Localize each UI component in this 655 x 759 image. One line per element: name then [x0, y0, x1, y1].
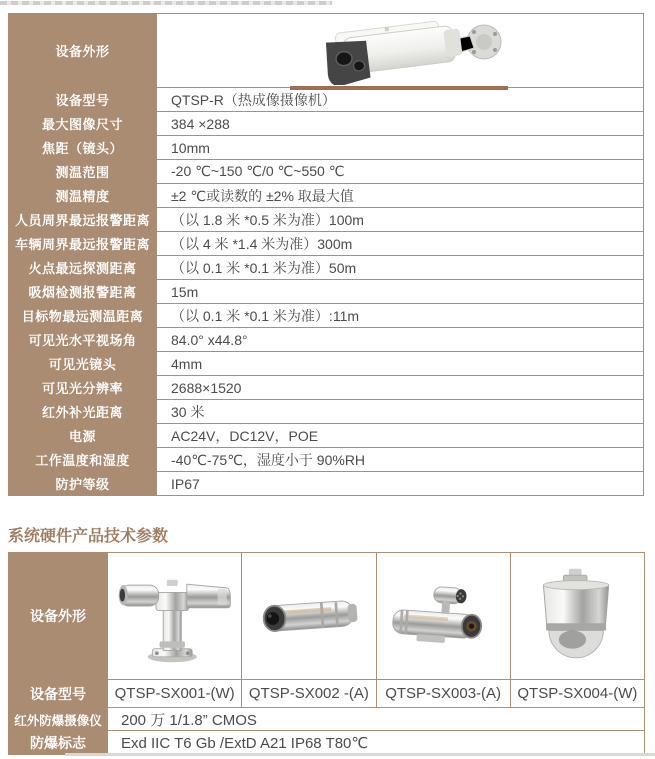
- row-label: 红外防爆摄像仪: [14, 713, 102, 728]
- bullet-ir-explosion-proof-camera-image: [386, 560, 501, 672]
- spec-value: （以 0.1 米 *0.1 米为准）50m: [157, 256, 643, 280]
- spec-table-value-column: [157, 13, 644, 496]
- section-title: 系统硬件产品技术参数: [8, 528, 169, 545]
- spec-value: QTSP-R（热成像摄像机）: [157, 88, 643, 112]
- row-label: 设备型号: [55, 92, 110, 108]
- spec-value: -40℃-75℃，湿度小于 90%RH: [157, 448, 643, 472]
- dome-explosion-proof-camera-image: [518, 560, 636, 672]
- model-cell: QTSP-SX002 -(A): [241, 680, 375, 707]
- row-label: 设备外形: [30, 608, 86, 624]
- spec-value: （以 4 米 *1.4 米为准）300m: [157, 232, 643, 256]
- model-cell: QTSP-SX003-(A): [376, 680, 510, 707]
- spec-value: 4mm: [157, 352, 643, 376]
- spec-value: （以 0.1 米 *0.1 米为准）:11m: [157, 304, 643, 328]
- row-label: 吸烟检测报警距离: [28, 284, 137, 300]
- hardware-table-label-column: [8, 552, 108, 755]
- hardware-params-table: [8, 552, 645, 755]
- device-appearance-cell: [376, 553, 510, 679]
- model-cell: QTSP-SX001-(W): [114, 685, 235, 702]
- spec-value: 84.0° x44.8°: [157, 328, 643, 352]
- thick-divider: [290, 86, 508, 90]
- cropped-content-top: [0, 1, 332, 5]
- row-label: 工作温度和湿度: [35, 452, 130, 468]
- device-appearance-cell: [157, 14, 643, 88]
- spec-value: -20 ℃~150 ℃/0 ℃~550 ℃: [157, 160, 643, 184]
- thermal-camera-spec-table: [8, 13, 644, 496]
- row-label: 火点最远探测距离: [28, 260, 137, 276]
- row-label: 车辆周界最远报警距离: [14, 236, 150, 252]
- device-appearance-cell: [108, 553, 241, 679]
- spec-value: ±2 ℃或读数的 ±2% 取最大值: [157, 184, 643, 208]
- row-label: 设备外形: [55, 43, 110, 59]
- spec-value: （以 1.8 米 *0.5 米为准）100m: [157, 208, 643, 232]
- row-label: 目标物最远测温距离: [21, 308, 144, 324]
- row-label: 设备型号: [30, 686, 86, 702]
- spec-value: 10mm: [157, 136, 643, 160]
- device-appearance-row: [108, 553, 644, 679]
- row-label: 测温范围: [55, 164, 110, 180]
- bullet-explosion-proof-camera-image: [250, 560, 368, 672]
- spec-value: 15m: [157, 280, 643, 304]
- row-label: 红外补光距离: [41, 404, 123, 420]
- row-label: 防爆标志: [30, 735, 86, 751]
- ptz-explosion-proof-camera-image: [116, 560, 234, 672]
- row-label: 人员周界最远报警距离: [14, 212, 150, 228]
- explosion-proof-mark-value: Exd IIC T6 Gb /ExtD A21 IP68 T80℃: [108, 730, 644, 754]
- device-appearance-cell: [510, 553, 644, 679]
- row-label: 焦距（镜头）: [41, 140, 123, 156]
- spec-value: IP67: [157, 472, 643, 496]
- thermal-bullet-camera-image: [288, 17, 513, 85]
- row-label: 电源: [68, 428, 96, 444]
- row-label: 测温精度: [55, 188, 110, 204]
- spec-value: AC24V，DC12V，POE: [157, 424, 643, 448]
- row-label: 最大图像尺寸: [41, 116, 123, 132]
- model-cell: QTSP-SX004-(W): [510, 680, 644, 707]
- row-label: 可见光水平视场角: [28, 332, 137, 348]
- model-row: [108, 679, 644, 707]
- spec-value: 384 ×288: [157, 112, 643, 136]
- spec-value: 30 米: [157, 400, 643, 424]
- sensor-spec-value: 200 万 1/1.8” CMOS: [108, 707, 644, 730]
- cropped-content-bottom: [65, 753, 655, 756]
- spec-value: 2688×1520: [157, 376, 643, 400]
- row-label: 可见光分辨率: [41, 380, 123, 396]
- row-label: 防护等级: [55, 476, 110, 492]
- row-label: 可见光镜头: [48, 356, 117, 372]
- spec-table-label-column: [8, 13, 157, 496]
- device-appearance-cell: [241, 553, 375, 679]
- hardware-table-body: [108, 552, 645, 755]
